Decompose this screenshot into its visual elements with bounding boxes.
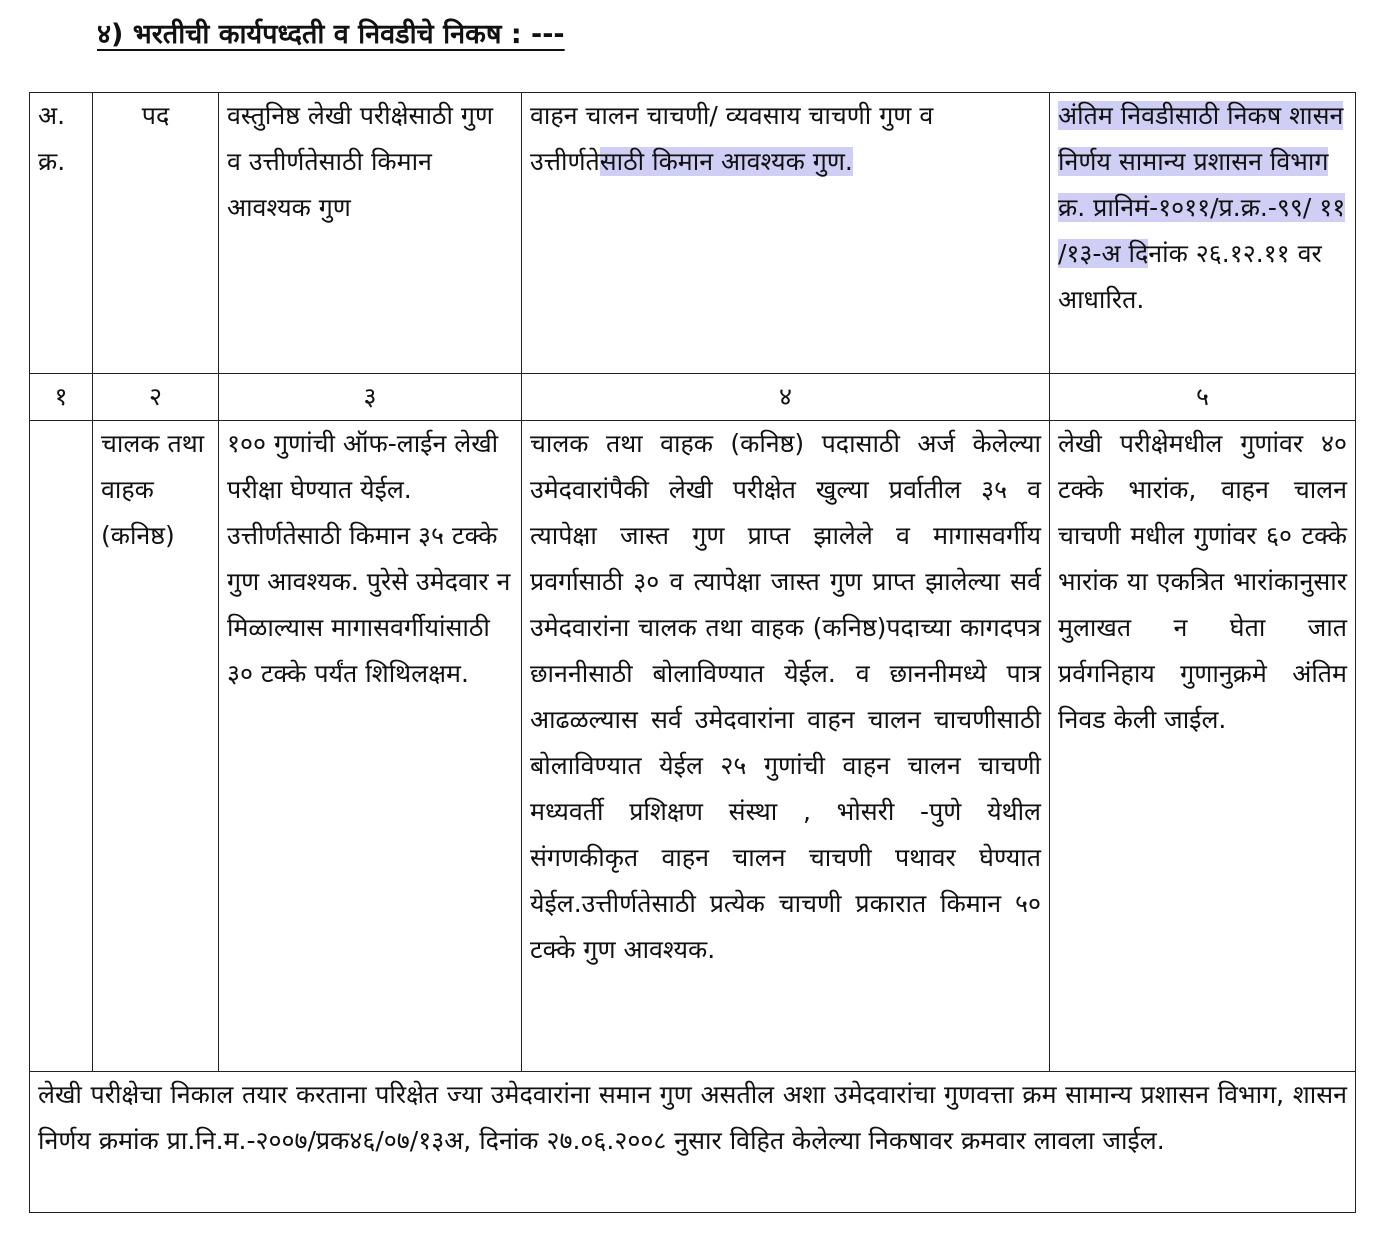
table-row [30,421,1356,1072]
header-serial-no: अ. क्र. [30,93,93,374]
highlighted-text: साठी किमान आवश्यक गुण. [599,147,853,176]
column-number: ५ [1050,374,1356,421]
header-final-selection: अंतिम निवडीसाठी निकष शासन निर्णय सामान्य प्रशासन विभाग क्र. प्रानिमं-१०११/प्र.क्र.-९९/ ११ /१३-अ दिनांक २६.१२.११ वर आधारित. [1050,93,1356,374]
table-footer-row [30,1072,1356,1213]
table-header-row [30,93,1356,374]
cell-post: चालक तथा वाहक (कनिष्ठ) [93,421,219,1072]
column-number-row [30,374,1356,421]
footer-note: लेखी परीक्षेचा निकाल तयार करताना परिक्षेत ज्या उमेदवारांना समान गुण असतील अशा उमेदवारांचा गुणवत्ता क्रम सामान्य प्रशासन विभाग, शासन निर्णय क्रमांक प्रा.नि.म.-२००७/प्रक४६/०७/१३अ, दिनांक २७.०६.२००८ नुसार विहित केलेल्या निकषावर क्रमवार लावला जाईल. [30,1072,1356,1213]
header-post: पद [93,93,219,374]
column-number: ४ [522,374,1050,421]
cell-final-selection: लेखी परीक्षेमधील गुणांवर ४० टक्के भारांक, वाहन चालन चाचणी मधील गुणांवर ६० टक्के भारांक या एकत्रित भारांकानुसार मुलाखत न घेता जात प्रर्वगनिहाय गुणानुक्रमे अंतिम निवड केली जाईल. [1050,421,1356,1072]
cell-serial-empty [30,421,93,1072]
highlighted-text: अंतिम निवडीसाठी निकष शासन निर्णय सामान्य प्रशासन विभाग क्र. प्रानिमं-१०११/प्र.क्र.-९९/ ११ /१३-अ दि [1058,101,1346,268]
header-written-exam: वस्तुनिष्ठ लेखी परीक्षेसाठी गुण व उत्तीर्णतेसाठी किमान आवश्यक गुण [219,93,522,374]
column-number: ३ [219,374,522,421]
column-number: २ [93,374,219,421]
section-heading: ४) भरतीची कार्यपध्दती व निवडीचे निकष : --- [97,19,565,50]
column-number: १ [30,374,93,421]
header-driving-test: वाहन चालन चाचणी/ व्यवसाय चाचणी गुण व उत्तीर्णतेसाठी किमान आवश्यक गुण. [522,93,1050,374]
cell-written-exam: १०० गुणांची ऑफ-लाईन लेखी परीक्षा घेण्यात येईल. उत्तीर्णतेसाठी किमान ३५ टक्के गुण आवश्यक. पुरेसे उमेदवार न मिळाल्यास मागासवर्गीयांसाठी ३० टक्के पर्यंत शिथिलक्षम. [219,421,522,1072]
recruitment-criteria-table [29,92,1356,1213]
cell-driving-test: चालक तथा वाहक (कनिष्ठ) पदासाठी अर्ज केलेल्या उमेदवारांपैकी लेखी परीक्षेत खुल्या प्रर्वातील ३५ व त्यापेक्षा जास्त गुण प्राप्त झालेले व मागासवर्गीय प्रवर्गासाठी ३० व त्यापेक्षा जास्त गुण प्राप्त झालेल्या सर्व उमेदवारांना चालक तथा वाहक (कनिष्ठ)पदाच्या कागदपत्र छाननीसाठी बोलाविण्यात येईल. व छाननीमध्ये पात्र आढळल्यास सर्व उमेदवारांना वाहन चालन चाचणीसाठी बोलाविण्यात येईल २५ गुणांची वाहन चालन चाचणी मध्यवर्ती प्रशिक्षण संस्था , भोसरी -पुणे येथील संगणकीकृत वाहन चालन चाचणी पथावर घेण्यात येईल.उत्तीर्णतेसाठी प्रत्येक चाचणी प्रकारात किमान ५० टक्के गुण आवश्यक. [522,421,1050,1072]
